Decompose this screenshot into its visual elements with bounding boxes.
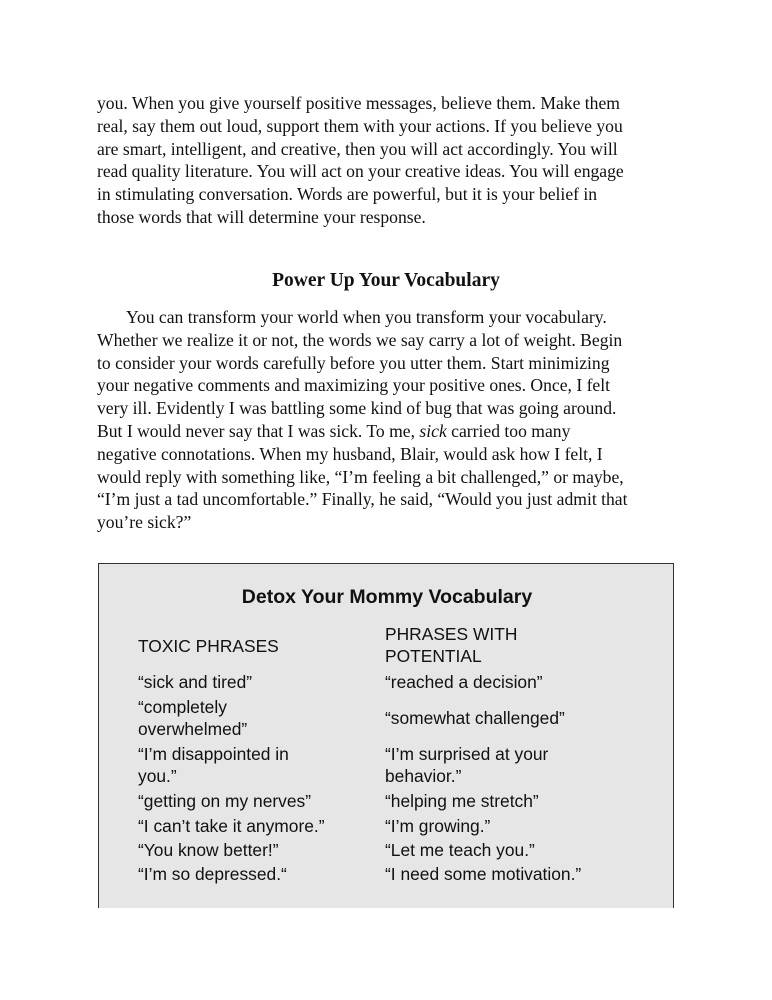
toxic-phrase xyxy=(138,815,363,837)
phrase-line: overwhelmed” xyxy=(138,719,248,739)
box-title: Detox Your Mommy Vocabulary xyxy=(241,586,533,608)
header-toxic-phrases: TOXIC PHRASES xyxy=(138,636,279,656)
toxic-phrase xyxy=(138,790,363,812)
phrase-line: “completely xyxy=(138,697,227,717)
potential-phrase xyxy=(385,815,645,837)
toxic-phrase xyxy=(138,863,363,885)
phrase-line: “I’m disappointed in xyxy=(138,744,289,764)
phrase-line: “getting on my nerves” xyxy=(138,791,312,811)
potential-phrase xyxy=(385,671,645,693)
text-line: you. When you give yourself positive messages, believe them. Make them xyxy=(97,93,620,113)
header-line: POTENTIAL xyxy=(385,646,482,666)
toxic-phrase xyxy=(138,743,363,787)
potential-phrase xyxy=(385,743,645,787)
paragraph-continuation xyxy=(97,92,677,229)
phrase-line: “sick and tired” xyxy=(138,672,253,692)
detox-vocabulary-box xyxy=(98,563,674,908)
text-line: read quality literature. You will act on your creative ideas. You will engage xyxy=(97,161,624,182)
text-line: real, say them out loud, support them with your actions. If you believe you xyxy=(97,115,623,136)
phrase-line: “Let me teach you.” xyxy=(385,840,535,860)
phrase-line: “I need some motivation.” xyxy=(385,864,582,884)
phrase-line: you.” xyxy=(138,766,177,786)
phrase-line: “helping me stretch” xyxy=(385,791,539,811)
text-line: are smart, intelligent, and creative, then you will act accordingly. You will xyxy=(97,138,618,159)
text-line: Whether we realize it or not, the words we say carry a lot of weight. Begin xyxy=(97,329,623,350)
text-fragment: But I would never say that I was sick. To me, xyxy=(97,420,420,441)
text-line xyxy=(97,420,677,443)
toxic-phrase xyxy=(138,696,363,740)
header-phrases-with-potential xyxy=(385,623,645,667)
header-line: PHRASES WITH xyxy=(385,624,518,644)
phrase-line: “I’m so depressed.“ xyxy=(138,864,287,884)
italic-word: sick xyxy=(419,420,447,441)
phrase-line: “I can’t take it anymore.” xyxy=(138,816,325,836)
text-line: “I’m just a tad uncomfortable.” Finally, he said, “Would you just admit that xyxy=(97,489,628,510)
text-line: in stimulating conversation. Words are powerful, but it is your belief in xyxy=(97,184,598,205)
toxic-phrase xyxy=(138,671,363,693)
phrase-line: behavior.” xyxy=(385,766,462,786)
potential-phrase xyxy=(385,863,645,885)
phrase-line: “I’m growing.” xyxy=(385,816,491,836)
text-line: You can transform your world when you transform your vocabulary. xyxy=(126,307,607,327)
text-line: those words that will determine your response. xyxy=(97,206,426,227)
text-line: very ill. Evidently I was battling some kind of bug that was going around. xyxy=(97,398,617,419)
text-fragment: carried too many xyxy=(446,420,571,441)
text-line: would reply with something like, “I’m feeling a bit challenged,” or maybe, xyxy=(97,466,624,487)
text-line: your negative comments and maximizing your positive ones. Once, I felt xyxy=(97,375,611,396)
text-line: to consider your words carefully before you utter them. Start minimizing xyxy=(97,352,610,373)
phrase-line: “You know better!” xyxy=(138,840,279,860)
section-heading: Power Up Your Vocabulary xyxy=(272,270,500,291)
paragraph-vocabulary xyxy=(97,306,677,534)
text-line: negative connotations. When my husband, Blair, would ask how I felt, I xyxy=(97,443,603,464)
potential-phrase xyxy=(385,707,645,729)
phrase-line: “I’m surprised at your xyxy=(385,744,549,764)
potential-phrase xyxy=(385,790,645,812)
potential-phrase xyxy=(385,839,645,861)
text-line: you’re sick?” xyxy=(97,512,192,533)
phrase-line: “somewhat challenged” xyxy=(385,708,565,728)
phrase-line: “reached a decision” xyxy=(385,672,543,692)
toxic-phrase xyxy=(138,839,363,861)
